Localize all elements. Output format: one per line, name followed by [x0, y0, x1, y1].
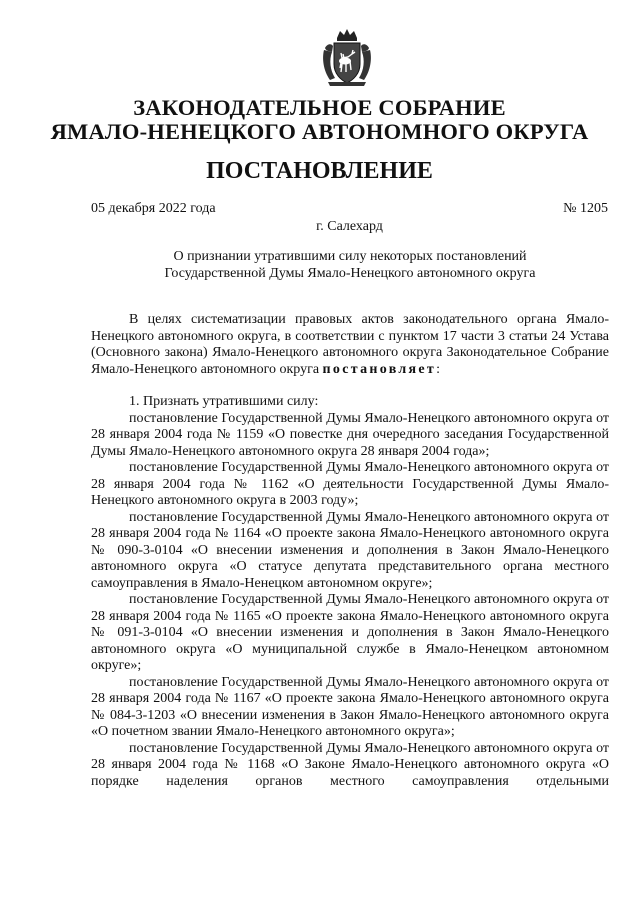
list-item: постановление Государственной Думы Ямало-Ненецкого автономного округа от 28 января 2004 года № 1167 «О проекте закона Ямало-Ненецкого автономного округа № 084-3-1203 «О внесении изменения в Закон Ямало-Ненецкого автономного округа «О почетном звании Ямало-Ненецкого автономного округа»; [91, 674, 609, 739]
document-number: № 1205 [563, 201, 608, 216]
document-date: 05 декабря 2022 года [91, 201, 216, 216]
organization-name-line1: ЗАКОНОДАТЕЛЬНОЕ СОБРАНИЕ [133, 95, 506, 120]
decree-suffix: : [436, 361, 440, 377]
coat-of-arms-icon [320, 28, 374, 88]
subject-line2: Государственной Думы Ямало-Ненецкого автономного округа [164, 266, 536, 281]
document-type-title: ПОСТАНОВЛЕНИЕ [206, 158, 433, 184]
decree-word: постановляет [322, 361, 437, 377]
document-city: г. Салехард [316, 219, 383, 234]
preamble-text: В целях систематизации правовых актов законодательного органа Ямало-Ненецкого автономного округа, в соответствии с пунктом 17 части 3 статьи 24 Устава (Основного закона) Ямало-Ненецкого автономного округа Законодательное Собрание Ямало-Ненецкого автономного округа [91, 312, 609, 377]
preamble-paragraph [91, 312, 609, 378]
list-item: постановление Государственной Думы Ямало-Ненецкого автономного округа от 28 января 2004 года № 1159 «О повестке дня очередного заседания Государственной Думы Ямало-Ненецкого автономного округа 28 января 2004 года»; [91, 410, 609, 459]
list-item: постановление Государственной Думы Ямало-Ненецкого автономного округа от 28 января 2004 года № 1162 «О деятельности Государственной Думы Ямало-Ненецкого автономного округа в 2003 году»; [91, 460, 609, 508]
list-item: постановление Государственной Думы Ямало-Ненецкого автономного округа от 28 января 2004 года № 1168 «О Законе Ямало-Ненецкого автономного округа «О порядке наделения органов местного самоуправления отдельными [91, 740, 609, 789]
list-item: постановление Государственной Думы Ямало-Ненецкого автономного округа от 28 января 2004 года № 1164 «О проекте закона Ямало-Ненецкого автономного округа № 090-3-0104 «О внесении изменения и дополнения в Закон Ямало-Ненецкого автономного округа «О статусе депутата представительного органа местного самоуправления в Ямало-Ненецком автономном округе»; [91, 509, 609, 591]
organization-name-line2: ЯМАЛО-НЕНЕЦКОГО АВТОНОМНОГО ОКРУГА [50, 119, 589, 144]
document-subject [90, 248, 610, 282]
list-item: постановление Государственной Думы Ямало-Ненецкого автономного округа от 28 января 2004 года № 1165 «О проекте закона Ямало-Ненецкого автономного округа № 091-3-0104 «О внесении изменения и дополнения в Закон Ямало-Ненецкого автономного округа «О муниципальной службе в Ямало-Ненецком автономном округе»; [91, 592, 609, 673]
item1-heading: 1. Признать утратившими силу: [129, 394, 319, 409]
document-body [91, 312, 609, 790]
subject-line1: О признании утратившими силу некоторых постановлений [173, 249, 527, 264]
